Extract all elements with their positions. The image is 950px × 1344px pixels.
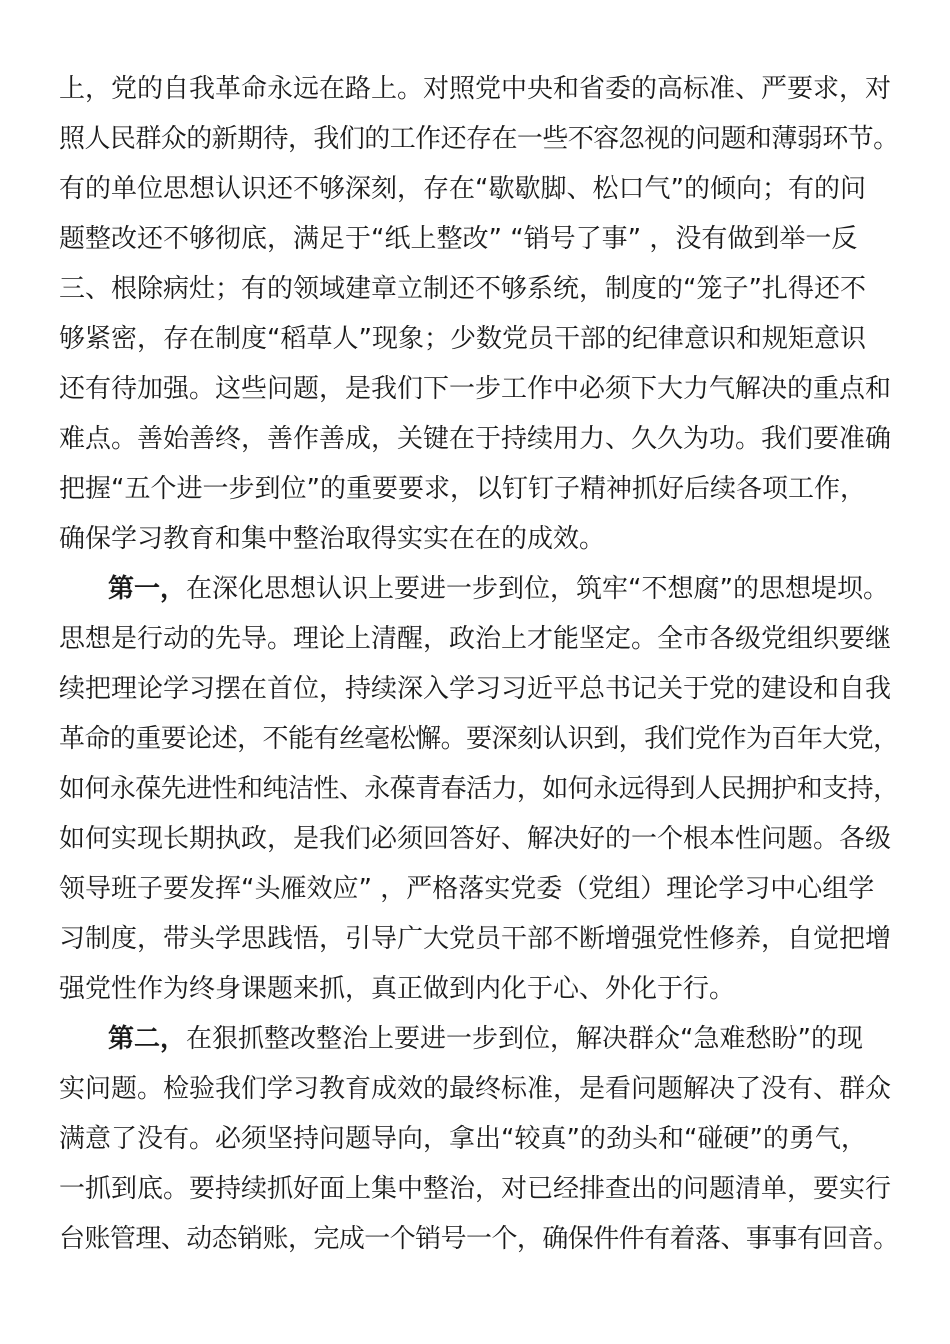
text-line: 领导班子要发挥“头雁效应” ，严格落实党委（党组）理论学习中心组学 bbox=[59, 874, 875, 904]
text-line: 革命的重要论述，不能有丝毫松懈。要深刻认识到，我们党作为百年大党， bbox=[59, 724, 899, 754]
text-line: 题整改还不够彻底，满足于“纸上整改” “销号了事” ，没有做到举一反 bbox=[59, 224, 858, 254]
text-line: 思想是行动的先导。理论上清醒，政治上才能坚定。全市各级党组织要继 bbox=[59, 624, 892, 654]
paragraph-first-text: 在深化思想认识上要进一步到位，筑牢“不想腐”的思想堤坝。 bbox=[186, 574, 889, 604]
text-line: 上，党的自我革命永远在路上。对照党中央和省委的高标准、严要求，对 bbox=[59, 74, 892, 104]
text-line: 照人民群众的新期待，我们的工作还存在一些不容忽视的问题和薄弱环节。 bbox=[59, 124, 899, 154]
text-line: 续把理论学习摆在首位，持续深入学习习近平总书记关于党的建设和自我 bbox=[59, 674, 892, 704]
text-line: 确保学习教育和集中整治取得实实在在的成效。 bbox=[59, 524, 606, 554]
text-line: 还有待加强。这些问题，是我们下一步工作中必须下大力气解决的重点和 bbox=[59, 374, 892, 404]
text-line: 实问题。检验我们学习教育成效的最终标准，是看问题解决了没有、群众 bbox=[59, 1074, 892, 1104]
text-line: 一抓到底。要持续抓好面上集中整治，对已经排查出的问题清单，要实行 bbox=[59, 1174, 892, 1204]
paragraph-first-line bbox=[108, 564, 899, 614]
text-line: 习制度，带头学思践悟，引导广大党员干部不断增强党性修养，自觉把增 bbox=[59, 924, 892, 954]
text-line: 有的单位思想认识还不够深刻，存在“歇歇脚、松口气”的倾向；有的问 bbox=[59, 174, 866, 204]
text-line: 够紧密，存在制度“稻草人”现象；少数党员干部的纪律意识和规矩意识 bbox=[59, 324, 866, 354]
paragraph-lead: 第二， bbox=[108, 1024, 187, 1054]
text-line: 台账管理、动态销账，完成一个销号一个，确保件件有着落、事事有回音。 bbox=[59, 1224, 899, 1254]
text-line: 如何永葆先进性和纯洁性、永葆青春活力，如何永远得到人民拥护和支持， bbox=[59, 774, 899, 804]
text-line: 难点。善始善终，善作善成，关键在于持续用力、久久为功。我们要准确 bbox=[59, 424, 892, 454]
text-line: 如何实现长期执政，是我们必须回答好、解决好的一个根本性问题。各级 bbox=[59, 824, 892, 854]
paragraph-first-line bbox=[108, 1014, 899, 1064]
text-line: 强党性作为终身课题来抓，真正做到内化于心、外化于行。 bbox=[59, 974, 736, 1004]
text-line: 把握“五个进一步到位”的重要要求，以钉钉子精神抓好后续各项工作， bbox=[59, 474, 866, 504]
paragraph-lead: 第一， bbox=[108, 574, 187, 604]
text-line: 满意了没有。必须坚持问题导向，拿出“较真”的劲头和“碰硬”的勇气， bbox=[59, 1124, 867, 1154]
text-line: 三、根除病灶；有的领域建章立制还不够系统，制度的“笼子”扎得还不 bbox=[59, 274, 866, 304]
paragraph-first-text: 在狠抓整改整治上要进一步到位，解决群众“急难愁盼”的现 bbox=[186, 1024, 863, 1054]
